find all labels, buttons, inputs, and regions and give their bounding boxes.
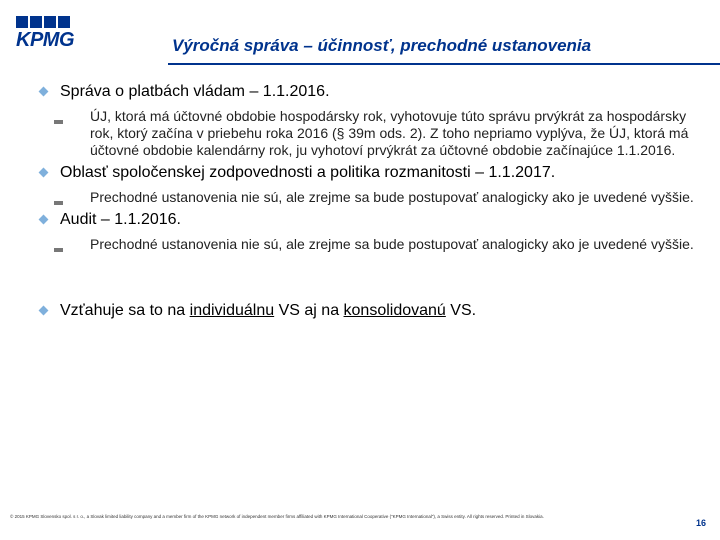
logo-box (44, 16, 56, 28)
bullet-item (36, 210, 696, 230)
bullet-text-mid: VS aj na (274, 302, 344, 319)
title-rule (168, 63, 720, 65)
bullet-item (36, 301, 696, 321)
diamond-bullet-icon (39, 306, 49, 316)
logo-box (16, 16, 28, 28)
kpmg-logo (16, 16, 86, 56)
bullet-item (36, 82, 696, 102)
bullet-text-suffix: VS. (445, 302, 477, 319)
logo-box (58, 16, 70, 28)
sub-bullet-text: Prechodné ustanovenia nie sú, ale zrejme sa bude postupovať analogicky ako je uvedené vyššie. (90, 236, 694, 252)
bullet-text-prefix: Vzťahuje sa to na (60, 302, 190, 319)
logo-box (30, 16, 42, 28)
bullet-text: Oblasť spoločenskej zodpovednosti a politika rozmanitosti – 1.1.2017. (60, 164, 556, 181)
dash-bullet-icon (54, 248, 63, 252)
bullet-item (36, 163, 696, 183)
dash-bullet-icon (54, 201, 63, 205)
bullet-text: Audit – 1.1.2016. (60, 211, 181, 228)
sub-bullet-text: Prechodné ustanovenia nie sú, ale zrejme sa bude postupovať analogicky ako je uvedené vyššie. (90, 189, 694, 205)
sub-bullet-item (54, 108, 696, 159)
individual-fs-link[interactable]: individuálnu (189, 302, 275, 319)
sub-bullet-item (54, 189, 696, 206)
slide-title: Výročná správa – účinnosť, prechodné ustanovenia (172, 36, 592, 55)
consolidated-fs-link[interactable]: konsolidovanú (343, 302, 446, 319)
bullet-text (60, 301, 476, 321)
dash-bullet-icon (54, 120, 63, 124)
sub-bullet-item (54, 236, 696, 253)
logo-text: KPMG (16, 29, 74, 51)
diamond-bullet-icon (39, 168, 49, 178)
sub-bullet-text: ÚJ, ktorá má účtovné obdobie hospodársky rok, vyhotovuje túto správu prvýkrát za hospodársky rok, ktorý začína v priebehu roka 2016 (§ 39m ods. 2). Z toho nepriamo vyplýva, že ÚJ, ktorá má účtovné obdobie kalendárny rok, ju vyhotoví prvýkrát za účtovné obdobie začínajúce 1.1.2016. (90, 108, 689, 158)
page-number: 16 (696, 518, 707, 528)
copyright-footer: © 2015 KPMG Slovensko spol. s r. o., a Slovak limited liability company and a member firm of the KPMG network of independent member firms affiliated with KPMG International Cooperative (“KPMG International”), a Swiss entity. All rights reserved. Printed in Slovakia. (10, 514, 544, 519)
logo-boxes (16, 16, 86, 28)
diamond-bullet-icon (39, 215, 49, 225)
slide-content (36, 82, 696, 321)
bullet-text: Správa o platbách vládam – 1.1.2016. (60, 83, 330, 100)
diamond-bullet-icon (39, 87, 49, 97)
